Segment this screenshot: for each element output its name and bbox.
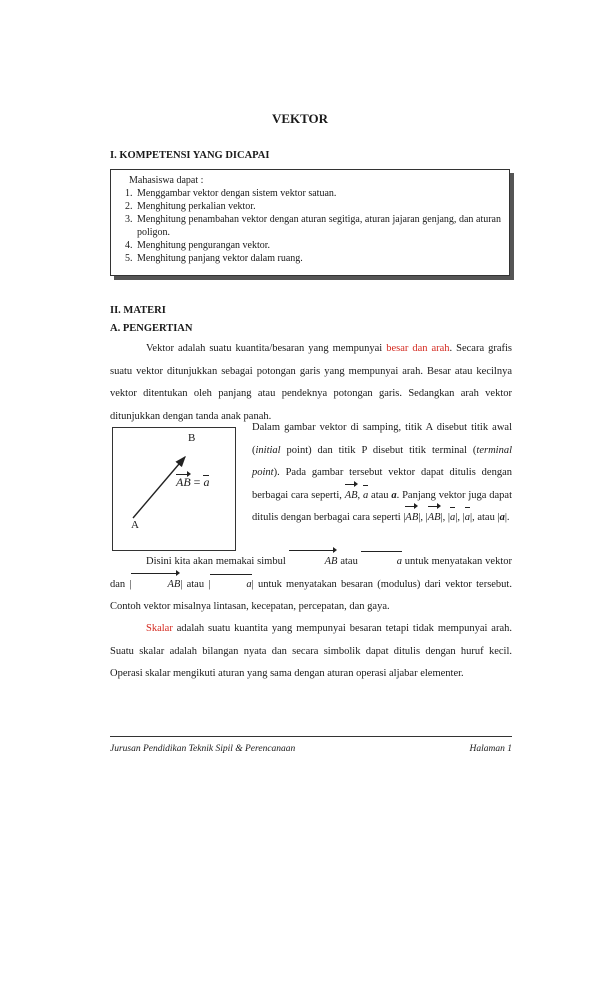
- competency-intro: Mahasiswa dapat :: [129, 175, 204, 186]
- paragraph-text: atau: [337, 556, 361, 567]
- footer-department: Jurusan Pendidikan Teknik Sipil & Perencanaan: [110, 744, 296, 754]
- document-title: VEKTOR: [271, 111, 329, 126]
- paragraph-text: adalah suatu kuantita yang mempunyai besaran tetapi tidak mempunyai arah. Suatu skalar adalah bilangan nyata dan secara simbolik dapat ditulis dengan huruf kecil. Operasi skalar mengikuti aturan yang sama dengan aturan operasi aljabar elementer.: [110, 623, 512, 679]
- competency-item: 4. Menghitung pengurangan vektor.: [135, 239, 501, 252]
- paragraph-text: Vektor adalah suatu kuantita/besaran yang mempunyai: [146, 343, 387, 354]
- paragraph-text: ). Pada gambar tersebut vektor dapat ditulis dengan berbagai cara seperti,: [252, 467, 512, 501]
- competency-box: [110, 169, 510, 276]
- vector-a-symbol: a: [465, 507, 470, 530]
- paragraph-symbols: Disini kita akan memakai simbul AB atau a untuk menyatakan vektor dan | AB| atau | a| untuk menyatakan besaran (modulus) dari vektor tersebut. Contoh vektor misalnya lintasan, kecepatan, percepatan, dan gaya.: [110, 551, 512, 619]
- competency-item: 5. Menghitung panjang vektor dalam ruang.: [135, 252, 501, 265]
- paragraph-vector-description: Dalam gambar vektor di samping, titik A disebut titik awal (initial point) dan titik P disebut titik terminal (terminal point). Pada gambar tersebut vektor dapat ditulis dengan berbagai cara seperti, AB, a atau a. Panjang vektor juga dapat ditulis dengan berbagai cara seperti |AB|, |AB|, |a|, |a|, atau |a|.: [252, 417, 512, 530]
- vector-ab-symbol: AB: [428, 507, 441, 530]
- highlight-skalar: Skalar: [146, 623, 173, 634]
- vector-a-symbol: a: [361, 551, 402, 574]
- paragraph-text: point) dan titik P disebut titik terminal (: [280, 444, 477, 456]
- vector-notation: [176, 475, 209, 490]
- equals-sign: =: [193, 475, 201, 489]
- vector-a-symbol: a: [363, 485, 368, 508]
- term-initial: initial: [255, 444, 281, 456]
- footer-page-number: Halaman 1: [469, 744, 512, 754]
- vector-a-symbol: a: [210, 574, 251, 597]
- paragraph-text: atau: [182, 578, 209, 590]
- paragraph-text: ,: [357, 489, 363, 501]
- competency-item: 1. Menggambar vektor dengan sistem vektor satuan.: [135, 187, 501, 200]
- vector-ab-symbol: AB: [405, 507, 418, 530]
- paragraph-text: Disini kita akan memakai simbul: [146, 556, 289, 567]
- paragraph-text: . Panjang vektor juga dapat ditulis dengan berbagai cara seperti: [252, 489, 512, 523]
- point-label-a: A: [131, 519, 139, 531]
- section-heading-materi: II. MATERI: [110, 305, 166, 316]
- term-terminal-point: terminal point: [252, 444, 512, 478]
- footer-divider: [110, 736, 512, 737]
- paragraph-text: , atau: [472, 512, 498, 523]
- vector-arrow-diagram: [113, 428, 235, 550]
- point-label-b: B: [188, 432, 196, 444]
- paragraph-definition: [110, 338, 512, 428]
- paragraph-text: untuk menyatakan vektor dan: [110, 556, 512, 590]
- vector-ab-symbol: AB: [345, 485, 358, 508]
- paragraph-text: atau: [368, 489, 392, 501]
- competency-list: [119, 187, 501, 265]
- paragraph-text: untuk menyatakan besaran (modulus) dari vektor tersebut. Contoh vektor misalnya lintasan, kecepatan, percepatan, dan gaya.: [110, 578, 512, 612]
- paragraph-text: Dalam gambar vektor di samping, titik A disebut titik awal (: [252, 422, 512, 456]
- vector-ab-symbol: AB: [131, 574, 180, 597]
- highlight-besar-dan-arah: besar dan arah: [386, 343, 450, 354]
- section-heading-kompetensi: I. KOMPETENSI YANG DICAPAI: [110, 150, 270, 161]
- competency-item: 3. Menghitung penambahan vektor dengan aturan segitiga, aturan jajaran genjang, dan aturan poligon.: [135, 213, 501, 239]
- vector-a-bold: a: [391, 489, 397, 501]
- paragraph-text: . Secara grafis suatu vektor ditunjukkan sebagai potongan garis yang mempunyai arah. Besar atau kecilnya vektor ditentukan oleh panjang atau pendeknya potongan garis. Sedangkan arah vektor ditunjukkan dengan tanda anak panah.: [110, 343, 513, 422]
- vector-a-bold: a: [499, 512, 505, 523]
- vector-a-symbol: a: [450, 507, 455, 530]
- vector-figure: [112, 427, 236, 551]
- vector-ab-symbol: AB: [176, 475, 191, 489]
- subsection-heading-pengertian: A. PENGERTIAN: [110, 323, 193, 334]
- paragraph-scalar: [110, 618, 512, 686]
- vector-a-symbol: a: [203, 475, 210, 489]
- vector-ab-symbol: AB: [289, 551, 338, 574]
- competency-item: 2. Menghitung perkalian vektor.: [135, 200, 501, 213]
